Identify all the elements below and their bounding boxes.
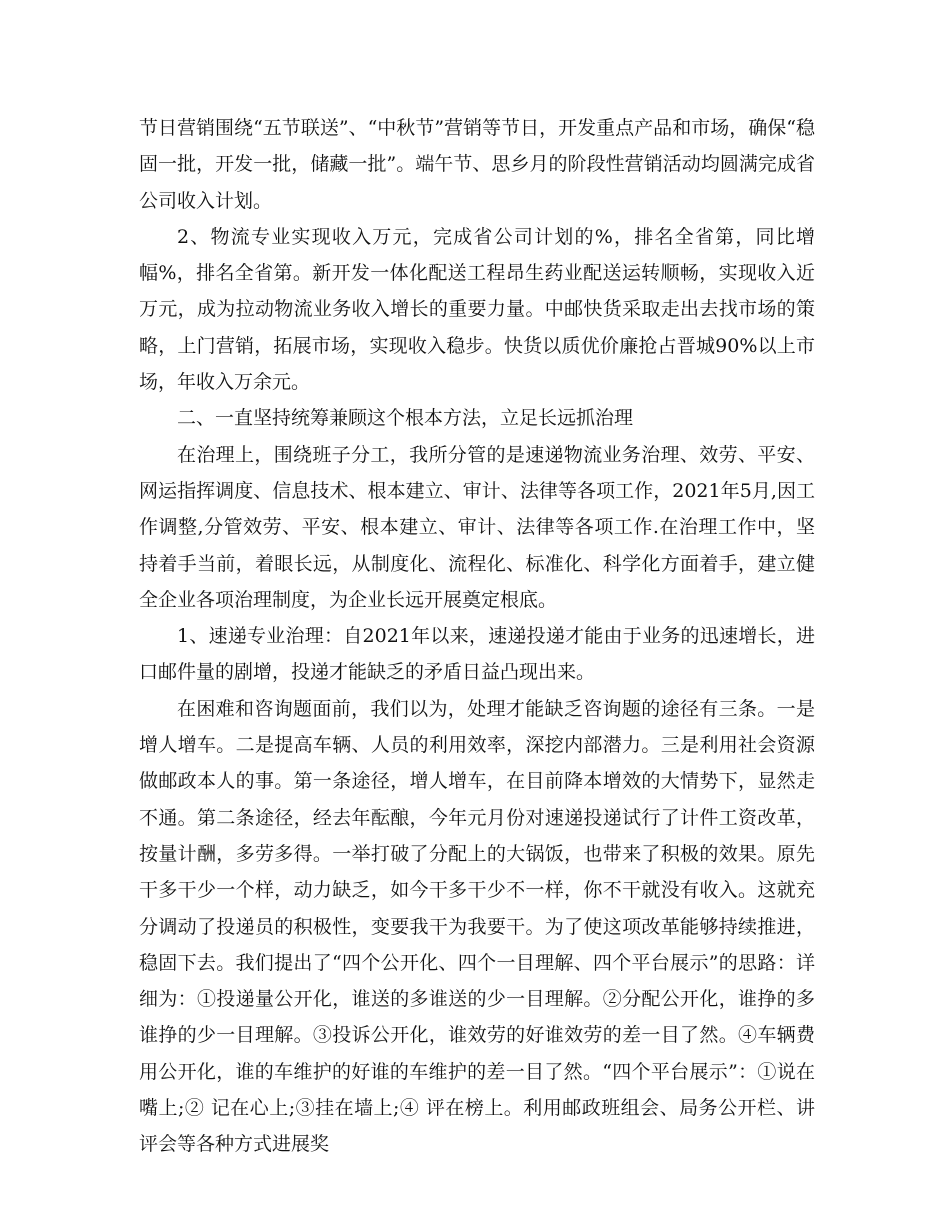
- paragraph-management-division: 在治理上，围绕班子分工，我所分管的是速递物流业务治理、效劳、平安、网运指挥调度、信息技术、根本建立、审计、法律等各项工作，2021年5月,因工作调整,分管效劳、平安、根本建立、审计、法律等各项工作.在治理工作中，坚持着手当前，着眼长远，从制度化、流程化、标准化、科学化方面着手，建立健全企业各项治理制度，为企业长远开展奠定根底。: [139, 443, 815, 611]
- paragraph-express-management: 1、速递专业治理：自2021年以来，速递投递才能由于业务的迅速增长，进口邮件量的剧增，投递才能缺乏的矛盾日益凸现出来。: [139, 625, 815, 684]
- paragraph-festival-marketing: 节日营销围绕“五节联送”、“中秋节”营销等节日，开发重点产品和市场，确保“稳固一批，开发一批，储藏一批”。端午节、思乡月的阶段性营销活动均圆满完成省公司收入计划。: [139, 117, 815, 212]
- paragraph-solutions: 在困难和咨询题面前，我们以为，处理才能缺乏咨询题的途径有三条。一是增人增车。二是提高车辆、人员的利用效率，深挖内部潜力。三是利用社会资源做邮政本人的事。第一条途径，增人增车，在目前降本增效的大情势下，显然走不通。第二条途径，经去年酝酿，今年元月份对速递投递试行了计件工资改革，按量计酬，多劳多得。一举打破了分配上的大锅饭，也带来了积极的效果。原先干多干少一个样，动力缺乏，如今干多干少不一样，你不干就没有收入。这就充分调动了投递员的积极性，变要我干为我要干。为了使这项改革能够持续推进，稳固下去。我们提出了“四个公开化、四个一目理解、四个平台展示”的思路：详细为：①投递量公开化，谁送的多谁送的少一目理解。②分配公开化，谁挣的多谁挣的少一目理解。③投诉公开化，谁效劳的好谁效劳的差一目了然。④车辆费用公开化，谁的车维护的好谁的车维护的差一目了然。“四个平台展示”：①说在嘴上;② 记在心上;③挂在墙上;④ 评在榜上。利用邮政班组会、局务公开栏、讲评会等各种方式进展奖: [139, 697, 815, 1156]
- document-body: [139, 110, 815, 1163]
- section-heading-management: 二、一直坚持统筹兼顾这个根本方法，立足长远抓治理: [177, 407, 634, 430]
- paragraph-logistics-revenue: 2、物流专业实现收入万元，完成省公司计划的%，排名全省第，同比增幅%，排名全省第。新开发一体化配送工程昂生药业配送运转顺畅，实现收入近万元，成为拉动物流业务收入增长的重要力量。中邮快货采取走出去找市场的策略，上门营销，拓展市场，实现收入稳步。快货以质优价廉抢占晋城90%以上市场，年收入万余元。: [139, 225, 815, 394]
